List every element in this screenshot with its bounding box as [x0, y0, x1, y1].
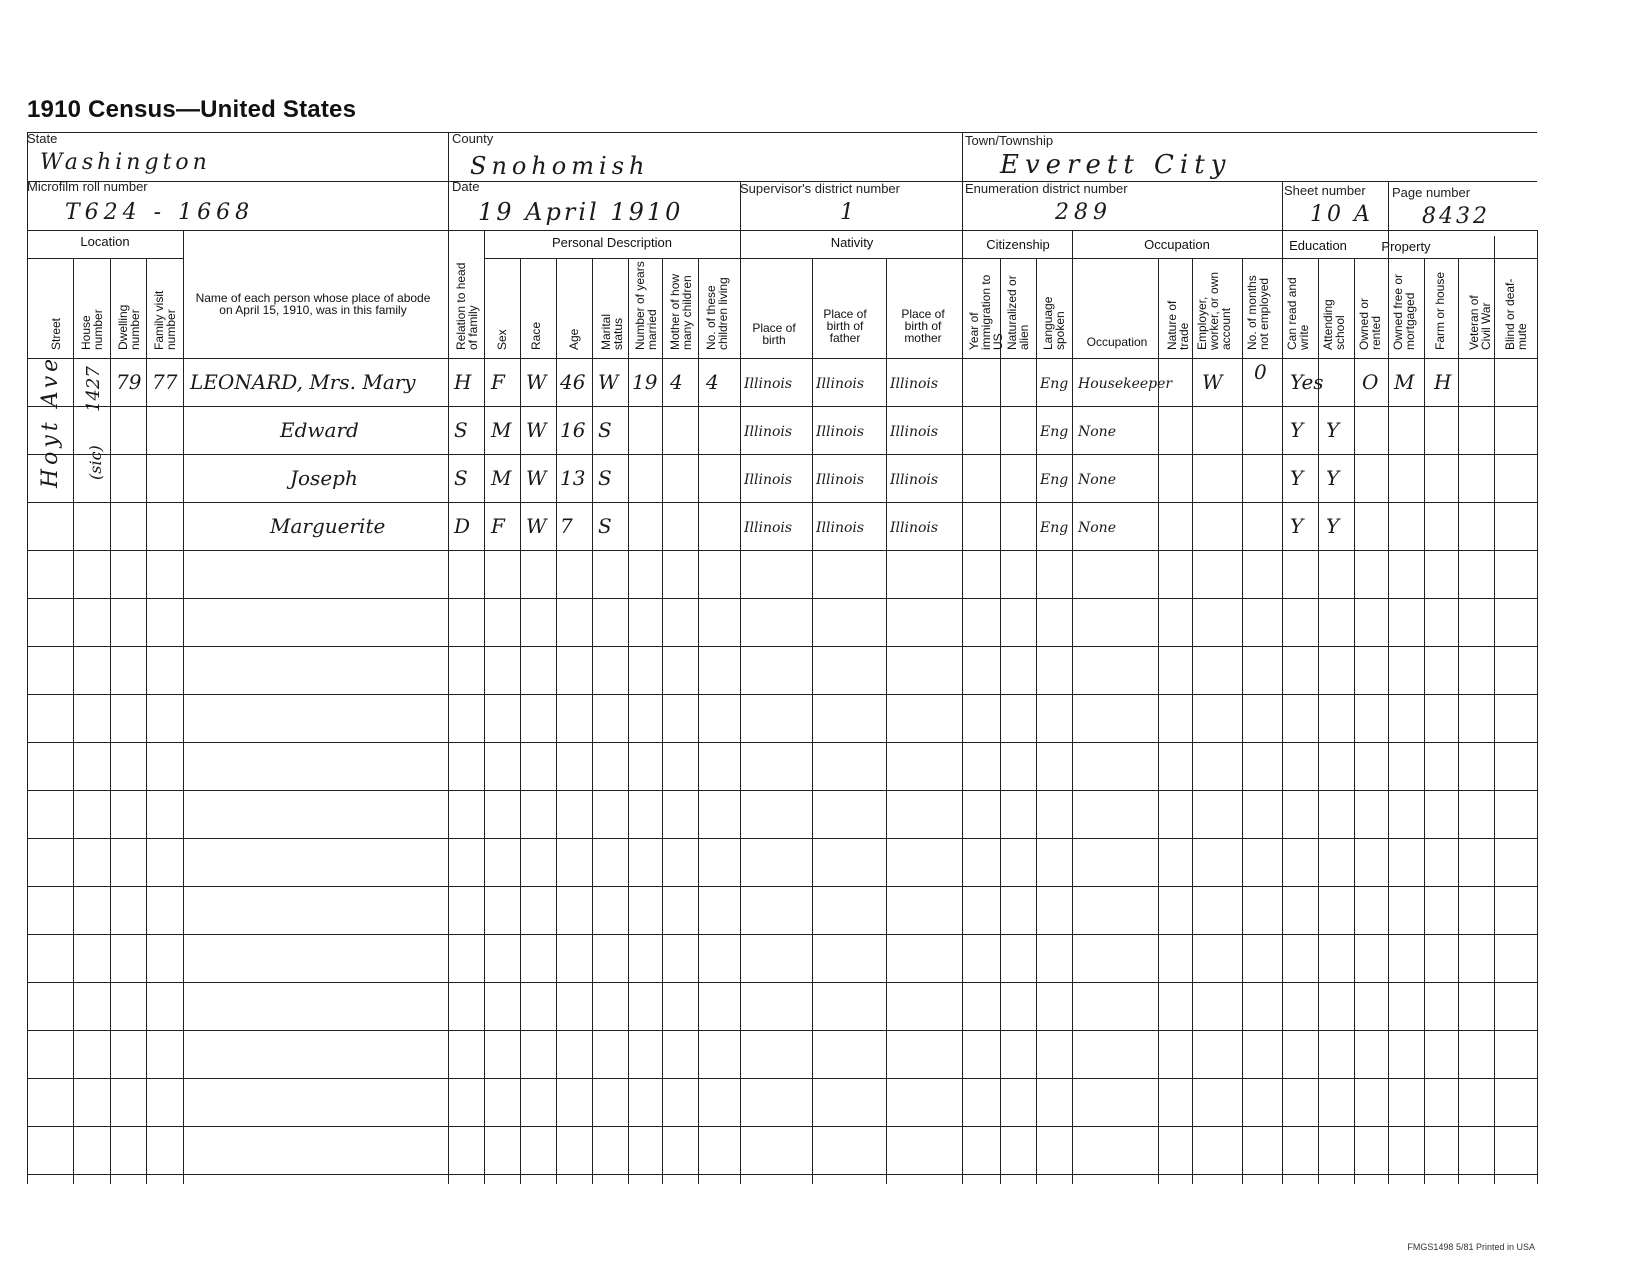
row-rule [27, 1126, 1537, 1127]
col-name-header: Name of each person whose place of abode on April 15, 1910, was in this family [195, 291, 431, 317]
row-1-occupation: Housekeeper [1078, 376, 1173, 392]
row-rule [27, 886, 1537, 887]
column-rule [1537, 230, 1538, 1184]
row-1-marital: W [598, 370, 619, 394]
column-rule [1494, 236, 1495, 1184]
column-rule [1036, 258, 1037, 1184]
col-mother-children-header: Mother of how many children [668, 273, 694, 350]
group-personal: Personal Description [552, 235, 672, 250]
town-value: Everett City [1000, 150, 1232, 180]
column-rule [1458, 258, 1459, 1184]
col-relation-header: Relation to head of family [454, 262, 480, 350]
column-rule [740, 181, 741, 1184]
row-rule [27, 1174, 1537, 1175]
col-trade-header: Nature of trade [1165, 300, 1191, 350]
form-title: 1910 Census—United States [27, 96, 357, 123]
row-4-relation: D [454, 514, 471, 538]
col-street-header: Street [49, 317, 63, 350]
county-value: Snohomish [470, 152, 650, 180]
col-read-write-header: Can read and write [1285, 277, 1311, 350]
row-rule [27, 982, 1537, 983]
row-1-pob: Illinois [744, 376, 793, 392]
row-2-name: Edward [280, 418, 359, 442]
group-location: Location [80, 234, 130, 249]
row-4-pob: Illinois [744, 520, 793, 536]
row-rule [27, 550, 1537, 551]
col-veteran-header: Veteran of Civil War [1467, 295, 1493, 350]
group-occupation: Occupation [1144, 237, 1210, 252]
date-label: Date [452, 179, 480, 194]
row-2-pob-father: Illinois [816, 424, 865, 440]
row-4-pob-mother: Illinois [890, 520, 939, 536]
date-value: 19 April 1910 [478, 198, 684, 226]
column-rule [662, 258, 663, 1184]
row-4-language: Eng [1040, 520, 1069, 536]
col-farm-house-header: Farm or house [1433, 271, 1447, 350]
col-language-header: Language spoken [1041, 296, 1067, 350]
row-1-employer: W [1202, 370, 1223, 394]
column-rule [1192, 258, 1193, 1184]
state-value: Washington [40, 150, 211, 175]
col-owned-rented-header: Owned or rented [1357, 297, 1383, 350]
column-rule [1354, 258, 1355, 1184]
col-months-header: No. of months not employed [1245, 275, 1271, 350]
row-3-school: Y [1326, 466, 1340, 490]
column-rule [27, 132, 28, 1184]
column-rule [110, 258, 111, 1184]
col-pob-mother-header: Place of birth of mother [901, 307, 945, 345]
row-rule [27, 406, 1537, 407]
row-1-relation: H [454, 370, 472, 394]
col-sex-header: Sex [495, 329, 509, 350]
col-owned-free-header: Owned free or mortgaged [1391, 273, 1417, 350]
page-label: Page number [1392, 185, 1471, 200]
column-rule [556, 258, 557, 1184]
sheet-value: 10 A [1310, 202, 1373, 227]
column-rule [1424, 258, 1425, 1184]
col-years-married-header: Number of years married [633, 261, 659, 350]
row-1-years-married: 19 [632, 370, 658, 394]
row-rule [27, 1030, 1537, 1031]
row-3-language: Eng [1040, 472, 1069, 488]
col-school-header: Attending school [1321, 299, 1347, 350]
group-property: Property [1381, 239, 1431, 254]
row-4-read-write: Y [1290, 514, 1304, 538]
row-4-occupation: None [1078, 520, 1116, 536]
page-value: 8432 [1422, 204, 1490, 229]
row-1-sex: F [491, 370, 505, 394]
column-rule [962, 132, 963, 1184]
row-2-occupation: None [1078, 424, 1116, 440]
microfilm-label: Microfilm roll number [27, 179, 148, 194]
row-2-relation: S [454, 418, 468, 442]
column-rule [1242, 258, 1243, 1184]
row-rule [27, 502, 1537, 503]
col-age-header: Age [567, 328, 581, 350]
row-1-owned-rented: O [1362, 370, 1379, 394]
row-1-age: 46 [560, 370, 586, 394]
row-2-marital: S [598, 418, 612, 442]
row-2-language: Eng [1040, 424, 1069, 440]
column-rule [886, 258, 887, 1184]
row-3-pob-mother: Illinois [890, 472, 939, 488]
row-4-age: 7 [560, 514, 573, 538]
group-nativity: Nativity [830, 235, 874, 250]
column-rule [1318, 258, 1319, 1184]
row-1-family: 77 [152, 370, 178, 394]
enumeration-value: 289 [1055, 200, 1112, 225]
row-4-marital: S [598, 514, 612, 538]
column-rule [1072, 230, 1073, 1184]
row-rule [27, 598, 1537, 599]
col-pob-header: Place of birth [752, 321, 796, 347]
row-3-marital: S [598, 466, 612, 490]
column-rule [812, 258, 813, 1184]
col-marital-header: Marital status [599, 313, 625, 350]
row-3-read-write: Y [1290, 466, 1304, 490]
row-4-pob-father: Illinois [816, 520, 865, 536]
row-rule [27, 934, 1537, 935]
row-1-pob-father: Illinois [816, 376, 865, 392]
enumeration-label: Enumeration district number [965, 181, 1128, 196]
col-family-header: Family visit number [152, 290, 178, 350]
row-3-age: 13 [560, 466, 586, 490]
row-1-race: W [526, 370, 547, 394]
margin-sic: (sic) [86, 445, 105, 480]
row-3-occupation: None [1078, 472, 1116, 488]
state-label: State [27, 131, 58, 146]
county-label: County [452, 131, 494, 146]
form-footer: FMGS1498 5/81 Printed in USA [1407, 1242, 1535, 1252]
row-1-name: LEONARD, Mrs. Mary [190, 370, 416, 394]
row-rule [27, 742, 1537, 743]
column-rule [146, 258, 147, 1184]
row-2-read-write: Y [1290, 418, 1304, 442]
col-house-header: House number [79, 309, 105, 350]
row-rule [27, 646, 1537, 647]
margin-street: Hoyt Ave [38, 354, 63, 488]
row-1-months-unemployed: 0 [1254, 360, 1267, 384]
column-rule [1388, 181, 1389, 1184]
top-rule [27, 132, 1537, 133]
group-rule-location [27, 258, 183, 259]
row-4-name: Marguerite [270, 514, 386, 538]
row-3-race: W [526, 466, 547, 490]
col-pob-father-header: Place of birth of father [823, 307, 867, 345]
group-education: Education [1289, 238, 1347, 253]
row-1-dwelling: 79 [116, 370, 142, 394]
row-3-sex: M [491, 466, 512, 490]
col-children-living-header: No. of these children living [704, 277, 730, 350]
row-4-race: W [526, 514, 547, 538]
column-rule [520, 258, 521, 1184]
column-rule [628, 258, 629, 1184]
column-rule [448, 132, 449, 1184]
col-naturalized-header: Naturalized or alien [1005, 275, 1031, 350]
row-2-age: 16 [560, 418, 586, 442]
body-top-rule [27, 358, 1537, 359]
row-2-school: Y [1326, 418, 1340, 442]
row-2-race: W [526, 418, 547, 442]
row-2-sex: M [491, 418, 512, 442]
microfilm-value: T624 - 1668 [65, 200, 255, 225]
group-rule-right [484, 258, 1537, 259]
row-rule [27, 790, 1537, 791]
supervisor-label: Supervisor's district number [740, 181, 900, 196]
column-rule [73, 258, 74, 1184]
row-1-read-write: Yes [1290, 370, 1324, 394]
row-2-pob: Illinois [744, 424, 793, 440]
row-rule [27, 838, 1537, 839]
row-1-owned-free: M [1394, 370, 1415, 394]
row-3-pob: Illinois [744, 472, 793, 488]
column-rule [183, 230, 184, 1184]
row-3-pob-father: Illinois [816, 472, 865, 488]
group-citizenship: Citizenship [986, 237, 1050, 252]
row-rule [27, 1078, 1537, 1079]
col-employer-header: Employer, worker, or own account [1195, 271, 1233, 350]
row-rule [27, 454, 1537, 455]
row-1-pob-mother: Illinois [890, 376, 939, 392]
supervisor-value: 1 [840, 200, 854, 225]
column-rule [1000, 258, 1001, 1184]
column-rule [698, 258, 699, 1184]
row-1-children-living: 4 [706, 370, 719, 394]
row-1-mother-children: 4 [670, 370, 683, 394]
row-3-relation: S [454, 466, 468, 490]
margin-house: 1427 [83, 366, 104, 412]
col-immigration-header: Year of immigration to US [967, 274, 1005, 350]
groups-top-rule [27, 230, 1537, 231]
column-rule [1282, 181, 1283, 1184]
row-3-name: Joseph [290, 466, 358, 490]
row-2-pob-mother: Illinois [890, 424, 939, 440]
row-rule [27, 694, 1537, 695]
column-rule [592, 258, 593, 1184]
col-occupation-header: Occupation [1086, 335, 1148, 349]
row-1-language: Eng [1040, 376, 1069, 392]
row-4-sex: F [491, 514, 505, 538]
column-rule [1158, 258, 1159, 1184]
column-rule [484, 230, 485, 1184]
col-blind-header: Blind or deaf-mute [1503, 278, 1529, 350]
sheet-label: Sheet number [1284, 183, 1366, 198]
col-dwelling-header: Dwelling number [116, 304, 142, 350]
col-race-header: Race [529, 321, 543, 350]
town-label: Town/Township [965, 133, 1054, 148]
row-1-farm-house: H [1434, 370, 1452, 394]
row-4-school: Y [1326, 514, 1340, 538]
